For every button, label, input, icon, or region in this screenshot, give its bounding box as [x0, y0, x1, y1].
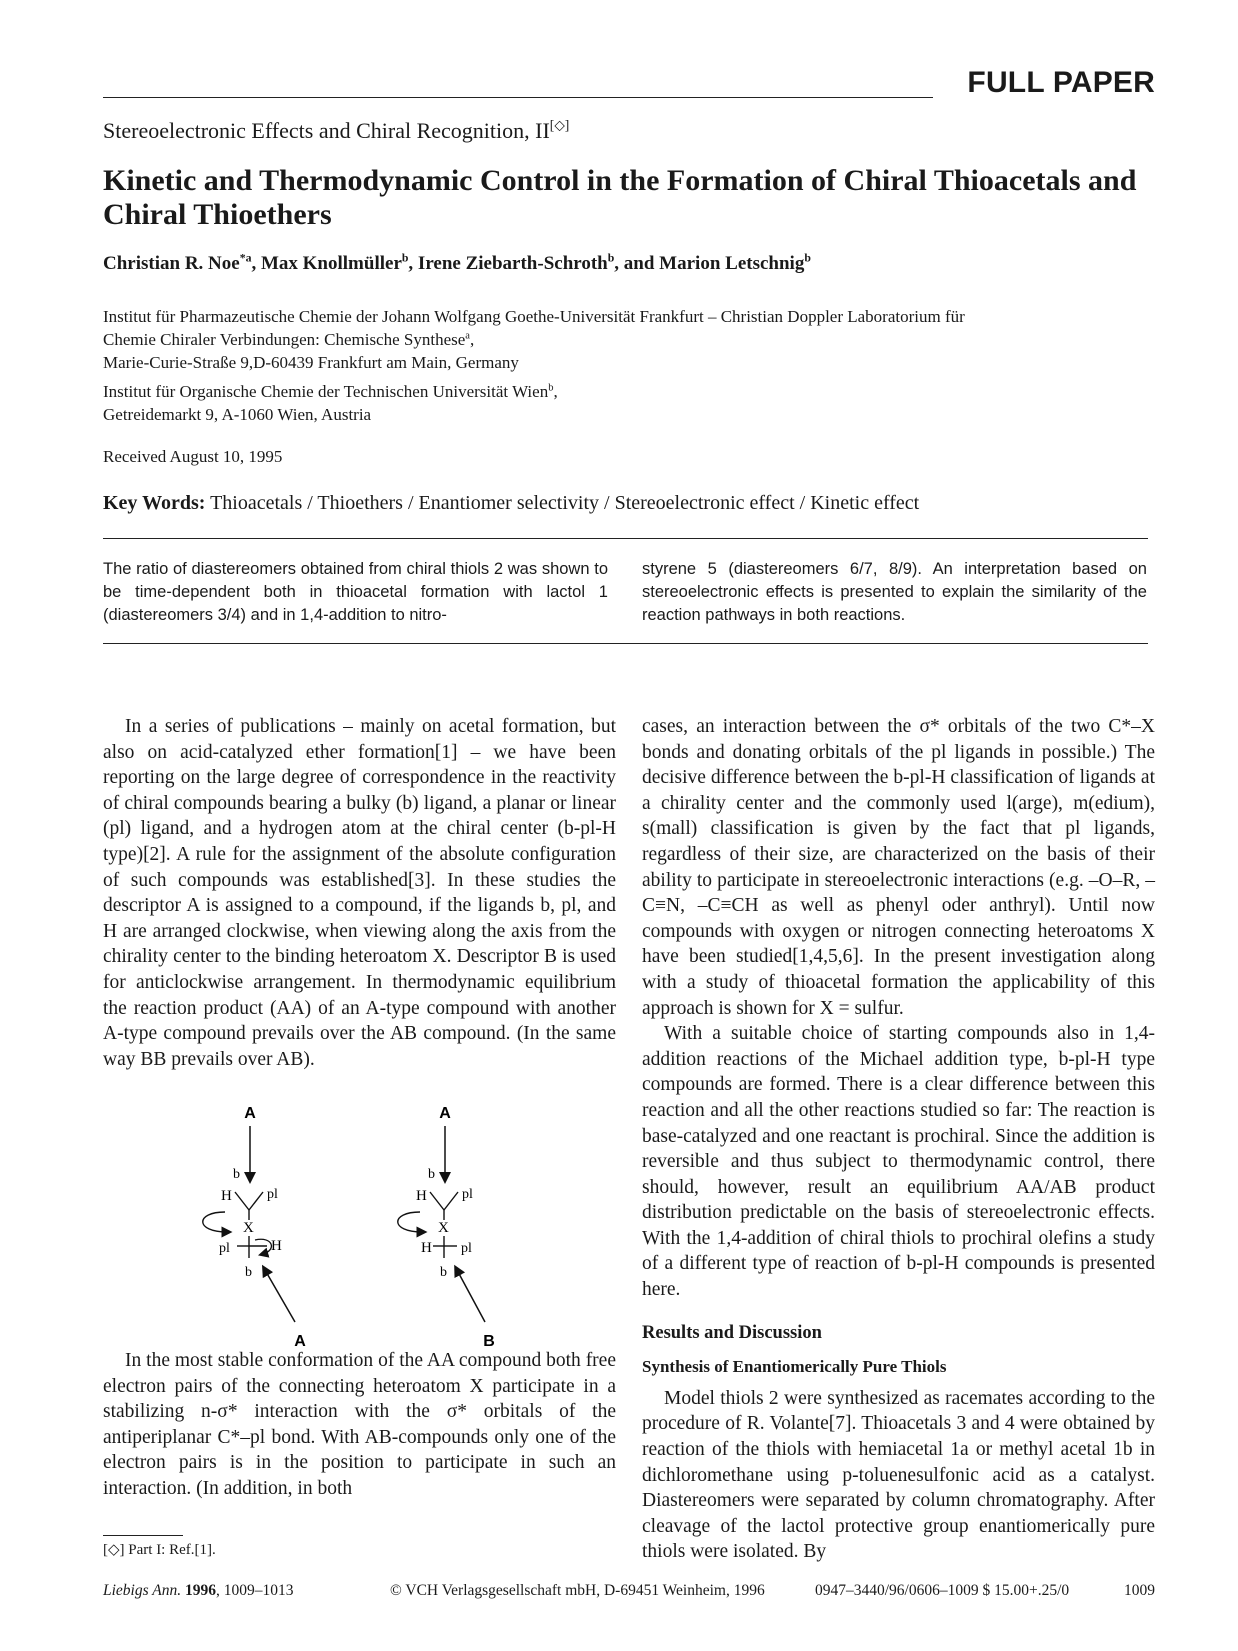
footer-citation [103, 1582, 293, 1600]
footnote-rule [103, 1535, 183, 1536]
affiliation-2-line-1: Institut für Organische Chemie der Technischen Universität Wien$^b$, [103, 382, 558, 401]
diagram-left-b-top: b [233, 1167, 240, 1182]
body-right-column [642, 714, 1155, 1565]
diagram-left-top-label: A [244, 1105, 256, 1122]
affiliation-2-line-2: Getreidemarkt 9, A-1060 Wien, Austria [103, 405, 372, 424]
diagram-left-x: X [243, 1220, 254, 1236]
body-right-paragraph-2: With a suitable choice of starting compounds also in 1,4-addition reactions of the Michael addition type, b-pl-H type compounds are formed. There is a clear difference between this reaction and all the other reactions studied so far: The reaction is base-catalyzed and one reactant is prochiral. Since the addition is reversible and thus subject to thermodynamic control, there should, however, result an equilibrium AA/AB product distribution predictable on the basis of stereoelectronic effects. With the 1,4-addition of chiral thiols to prochiral olefins a study of a different type of reaction of b-pl-H compounds is presented here. [642, 1023, 1155, 1301]
received-date: Received August 10, 1995 [103, 447, 283, 466]
diagram-right-b-top: b [428, 1167, 435, 1182]
diagram-right-pl-bottom: pl [461, 1241, 472, 1256]
subsection-heading: Synthesis of Enantiomerically Pure Thiols [642, 1357, 947, 1377]
diagram-right [398, 1105, 495, 1350]
keywords-text: Thioacetals / Thioethers / Enantiomer selectivity / Stereoelectronic effect / Kinetic effect [210, 492, 920, 514]
abstract-right: styrene 5 (diastereomers 6/7, 8/9). An interpretation based on stereoelectronic effects is presented to explain the similarity of the reaction pathways in both reactions. [642, 560, 1147, 624]
paper-title: Kinetic and Thermodynamic Control in the Formation of Chiral Thioacetals and Chiral Thioethers [103, 164, 1137, 231]
footer-publisher: © VCH Verlagsgesellschaft mbH, D-69451 Weinheim, 1996 [390, 1582, 765, 1599]
footer-journal: Liebigs Ann. [103, 1582, 182, 1599]
diagram-left-rotation-arrow [203, 1212, 227, 1232]
affiliation-1-line-1: Institut für Pharmazeutische Chemie der Johann Wolfgang Goethe-Universität Frankfurt – Christian Doppler Laboratorium für [103, 307, 965, 326]
section-heading: Results and Discussion [642, 1322, 822, 1343]
affiliation-1-line-3: Marie-Curie-Straße 9,D-60439 Frankfurt am Main, Germany [103, 353, 519, 372]
diagram-left [203, 1105, 306, 1350]
affiliation-2 [103, 380, 1153, 426]
series-title-sup: [◇] [549, 117, 570, 133]
author-4-sup: b [804, 251, 811, 265]
stereo-diagram [155, 1100, 575, 1360]
author-4: and Marion Letschnig [623, 253, 805, 274]
abstract-left: The ratio of diastereomers obtained from chiral thiols 2 was shown to be time-dependent both in thioacetal formation with lactol 1 (diastereomers 3/4) and in 1,4-addition to nitro- [103, 560, 608, 624]
diagram-left-h-bottom: H [271, 1238, 282, 1254]
diagram-right-b-bottom: b [440, 1265, 447, 1280]
author-3-sup: b [607, 251, 615, 265]
diagram-left-pl-bottom: pl [219, 1241, 230, 1256]
author-3: Irene Ziebarth-Schroth [417, 253, 608, 274]
body-left-paragraph-2: In the most stable conformation of the AA compound both free electron pairs of the connecting heteroatom X participate in a stabilizing n-σ* interaction with the σ* orbitals of the antiperiplanar C*–pl bond. With AB-compounds only one of the electron pairs is in the position to participate in such an interaction. (In addition, in both [103, 1350, 616, 1499]
diagram-right-pl-top: pl [462, 1187, 473, 1202]
header-rule [103, 97, 933, 98]
section-label: FULL PAPER [967, 66, 1155, 99]
footer-pages: , 1009–1013 [215, 1582, 294, 1599]
affiliation-1-line-2: Chemie Chiraler Verbindungen: Chemische Synthese$^a$, [103, 330, 475, 349]
footer-year: 1996 [184, 1582, 216, 1599]
author-2-sup: b [401, 251, 409, 265]
body-left-column [103, 714, 616, 1072]
series-title [103, 118, 569, 144]
author-2: Max Knollmüller [260, 253, 402, 274]
diagram-right-h-bottom: H [421, 1240, 432, 1256]
affiliation-1 [103, 305, 1153, 374]
abstract-top-rule [103, 538, 1148, 539]
body-right-paragraph-3: Model thiols 2 were synthesized as racemates according to the procedure of R. Volante[7]. Thioacetals 3 and 4 were obtained by reaction of the thiols with hemiacetal 1a or methyl acetal 1b in dichloromethane using p-toluenesulfonic acid as a catalyst. Diastereomers were separated by column chromatography. After cleavage of the lactol protective group enantiomerically pure thiols were isolated. By [642, 1387, 1155, 1563]
diagram-right-bottom-label: B [483, 1333, 495, 1350]
diagram-left-bottom-arrow [265, 1270, 295, 1322]
diagram-left-b-bottom: b [245, 1265, 252, 1280]
footnote: [◇] Part I: Ref.[1]. [103, 1542, 216, 1558]
keywords [103, 492, 919, 515]
author-1: Christian R. Noe [103, 253, 240, 274]
keywords-label: Key Words: [103, 492, 206, 514]
series-title-text: Stereoelectronic Effects and Chiral Recognition, II [103, 118, 550, 143]
page-number: 1009 [1124, 1582, 1155, 1599]
diagram-right-top-label: A [439, 1105, 451, 1122]
abstract-bottom-rule [103, 643, 1148, 644]
body-left-column-lower [103, 1348, 616, 1502]
diagram-right-x: X [438, 1220, 449, 1236]
body-left-paragraph-1: In a series of publications – mainly on acetal formation, but also on acid-catalyzed ether formation[1] – we have been reporting on the large degree of correspondence in the reactivity of chiral compounds bearing a bulky (b) ligand, a planar or linear (pl) ligand, and a hydrogen atom at the chiral center (b-pl-H type)[2]. A rule for the assignment of the absolute configuration of such compounds was established[3]. In these studies the descriptor A is assigned to a compound, if the ligands b, pl, and H are arranged clockwise, when viewing along the axis from the chirality center to the binding heteroatom X. Descriptor B is used for anticlockwise arrangement. In thermodynamic equilibrium the reaction product (AA) of an A-type compound with another A-type compound prevails over the AB compound. (In the same way BB prevails over AB). [103, 716, 616, 1070]
diagram-right-bottom-arrow [457, 1270, 485, 1322]
diagram-right-h-top: H [416, 1188, 427, 1204]
author-list: Christian R. Noe$^{*a}$, Max Knollmüller$^b$, Irene Ziebarth-Schroth$^b$, and Marion Letschnig$^b$ [103, 251, 811, 274]
author-1-sup: *a [239, 251, 252, 265]
diagram-left-pl-top: pl [267, 1187, 278, 1202]
diagram-left-bottom-label: A [294, 1333, 306, 1350]
footer-issn: 0947–3440/96/0606–1009 $ 15.00+.25/0 [815, 1582, 1070, 1599]
diagram-right-rotation-arrow [398, 1212, 422, 1232]
diagram-left-h-top: H [221, 1188, 232, 1204]
body-right-paragraph-1: cases, an interaction between the σ* orbitals of the two C*–X bonds and donating orbitals of the pl ligands in possible.) The decisive difference between the b-pl-H classification of ligands at a chirality center and the commonly used l(arge), m(edium), s(mall) classification is given by the fact that pl ligands, regardless of their size, are characterized on the basis of their ability to participate in stereoelectronic interactions (e.g. –O–R, –C≡N, –C≡CH as well as phenyl oder anthryl). Until now compounds with oxygen or nitrogen connecting heteroatoms X have been studied[1,4,5,6]. In the present investigation along with a study of thioacetal formation the applicability of this approach is shown for X = sulfur. [642, 716, 1155, 1019]
